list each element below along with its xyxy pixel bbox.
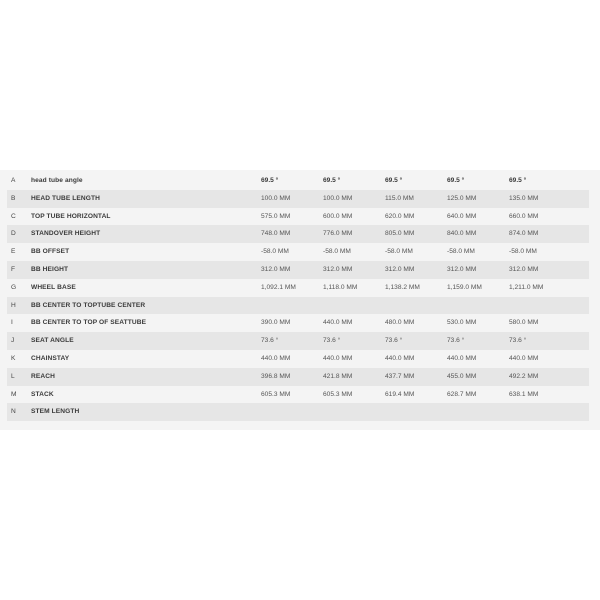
cell-value: 440.0 MM xyxy=(509,350,589,368)
cell-value: 390.0 MM xyxy=(261,314,323,332)
cell-value: 396.8 MM xyxy=(261,368,323,386)
cell-value: 73.6 ° xyxy=(385,332,447,350)
cell-value: -58.0 MM xyxy=(323,243,385,261)
cell-value: 100.0 MM xyxy=(323,190,385,208)
cell-value: 312.0 MM xyxy=(261,261,323,279)
row-label: SEAT ANGLE xyxy=(31,332,261,350)
geometry-table xyxy=(7,172,589,421)
table-row xyxy=(7,368,589,386)
table-row xyxy=(7,208,589,226)
row-letter: E xyxy=(7,243,31,261)
cell-value: 440.0 MM xyxy=(323,350,385,368)
row-label: BB CENTER TO TOP OF SEATTUBE xyxy=(31,314,261,332)
cell-value: 638.1 MM xyxy=(509,386,589,404)
cell-value: 605.3 MM xyxy=(323,386,385,404)
cell-value: 748.0 MM xyxy=(261,225,323,243)
row-label: BB CENTER TO TOPTUBE CENTER xyxy=(31,297,261,315)
cell-value: 874.0 MM xyxy=(509,225,589,243)
cell-value: 1,118.0 MM xyxy=(323,279,385,297)
cell-value: 73.6 ° xyxy=(323,332,385,350)
row-letter: G xyxy=(7,279,31,297)
cell-value: 660.0 MM xyxy=(509,208,589,226)
cell-value: 312.0 MM xyxy=(385,261,447,279)
cell-value xyxy=(447,297,509,315)
table-row xyxy=(7,279,589,297)
cell-value: 100.0 MM xyxy=(261,190,323,208)
table-row xyxy=(7,261,589,279)
cell-value: 69.5 ° xyxy=(323,172,385,190)
cell-value: 1,159.0 MM xyxy=(447,279,509,297)
row-letter: B xyxy=(7,190,31,208)
row-letter: L xyxy=(7,368,31,386)
cell-value: -58.0 MM xyxy=(447,243,509,261)
row-letter: K xyxy=(7,350,31,368)
row-letter: H xyxy=(7,297,31,315)
table-row xyxy=(7,332,589,350)
cell-value: 619.4 MM xyxy=(385,386,447,404)
table-row xyxy=(7,350,589,368)
cell-value: 69.5 ° xyxy=(447,172,509,190)
cell-value xyxy=(261,297,323,315)
row-label: HEAD TUBE LENGTH xyxy=(31,190,261,208)
cell-value: 840.0 MM xyxy=(447,225,509,243)
cell-value: 492.2 MM xyxy=(509,368,589,386)
cell-value: 69.5 ° xyxy=(261,172,323,190)
cell-value: 1,092.1 MM xyxy=(261,279,323,297)
cell-value: 1,138.2 MM xyxy=(385,279,447,297)
cell-value: 312.0 MM xyxy=(509,261,589,279)
cell-value: 640.0 MM xyxy=(447,208,509,226)
table-row xyxy=(7,225,589,243)
cell-value: 115.0 MM xyxy=(385,190,447,208)
row-letter: A xyxy=(7,172,31,190)
cell-value: 421.8 MM xyxy=(323,368,385,386)
table-row xyxy=(7,297,589,315)
cell-value: 575.0 MM xyxy=(261,208,323,226)
cell-value xyxy=(385,403,447,421)
cell-value: 580.0 MM xyxy=(509,314,589,332)
row-label: BB HEIGHT xyxy=(31,261,261,279)
cell-value: 605.3 MM xyxy=(261,386,323,404)
row-letter: I xyxy=(7,314,31,332)
table-row xyxy=(7,190,589,208)
row-letter: N xyxy=(7,403,31,421)
table-row xyxy=(7,243,589,261)
cell-value: 620.0 MM xyxy=(385,208,447,226)
row-label: CHAINSTAY xyxy=(31,350,261,368)
cell-value: 805.0 MM xyxy=(385,225,447,243)
cell-value: 480.0 MM xyxy=(385,314,447,332)
cell-value: 628.7 MM xyxy=(447,386,509,404)
cell-value: 440.0 MM xyxy=(261,350,323,368)
table-row xyxy=(7,314,589,332)
cell-value: 530.0 MM xyxy=(447,314,509,332)
row-label: STACK xyxy=(31,386,261,404)
cell-value: 125.0 MM xyxy=(447,190,509,208)
cell-value xyxy=(261,403,323,421)
table-row xyxy=(7,172,589,190)
row-letter: J xyxy=(7,332,31,350)
cell-value: 312.0 MM xyxy=(447,261,509,279)
cell-value: 69.5 ° xyxy=(385,172,447,190)
row-label: STANDOVER HEIGHT xyxy=(31,225,261,243)
table-row xyxy=(7,386,589,404)
cell-value: 73.6 ° xyxy=(447,332,509,350)
cell-value: 440.0 MM xyxy=(385,350,447,368)
row-label: head tube angle xyxy=(31,172,261,190)
row-label: REACH xyxy=(31,368,261,386)
cell-value xyxy=(385,297,447,315)
table-row xyxy=(7,403,589,421)
row-letter: C xyxy=(7,208,31,226)
cell-value xyxy=(323,403,385,421)
cell-value: 69.5 ° xyxy=(509,172,589,190)
cell-value: 455.0 MM xyxy=(447,368,509,386)
row-label: BB OFFSET xyxy=(31,243,261,261)
cell-value: 135.0 MM xyxy=(509,190,589,208)
row-letter: D xyxy=(7,225,31,243)
cell-value: 437.7 MM xyxy=(385,368,447,386)
cell-value xyxy=(323,297,385,315)
cell-value: 776.0 MM xyxy=(323,225,385,243)
row-letter: F xyxy=(7,261,31,279)
row-letter: M xyxy=(7,386,31,404)
cell-value: 1,211.0 MM xyxy=(509,279,589,297)
cell-value: 440.0 MM xyxy=(447,350,509,368)
cell-value xyxy=(447,403,509,421)
cell-value: 312.0 MM xyxy=(323,261,385,279)
cell-value: -58.0 MM xyxy=(509,243,589,261)
cell-value xyxy=(509,403,589,421)
cell-value: -58.0 MM xyxy=(261,243,323,261)
row-label: STEM LENGTH xyxy=(31,403,261,421)
row-label: WHEEL BASE xyxy=(31,279,261,297)
row-label: TOP TUBE HORIZONTAL xyxy=(31,208,261,226)
cell-value: 73.6 ° xyxy=(261,332,323,350)
cell-value: 440.0 MM xyxy=(323,314,385,332)
cell-value: 600.0 MM xyxy=(323,208,385,226)
cell-value xyxy=(509,297,589,315)
cell-value: -58.0 MM xyxy=(385,243,447,261)
cell-value: 73.6 ° xyxy=(509,332,589,350)
